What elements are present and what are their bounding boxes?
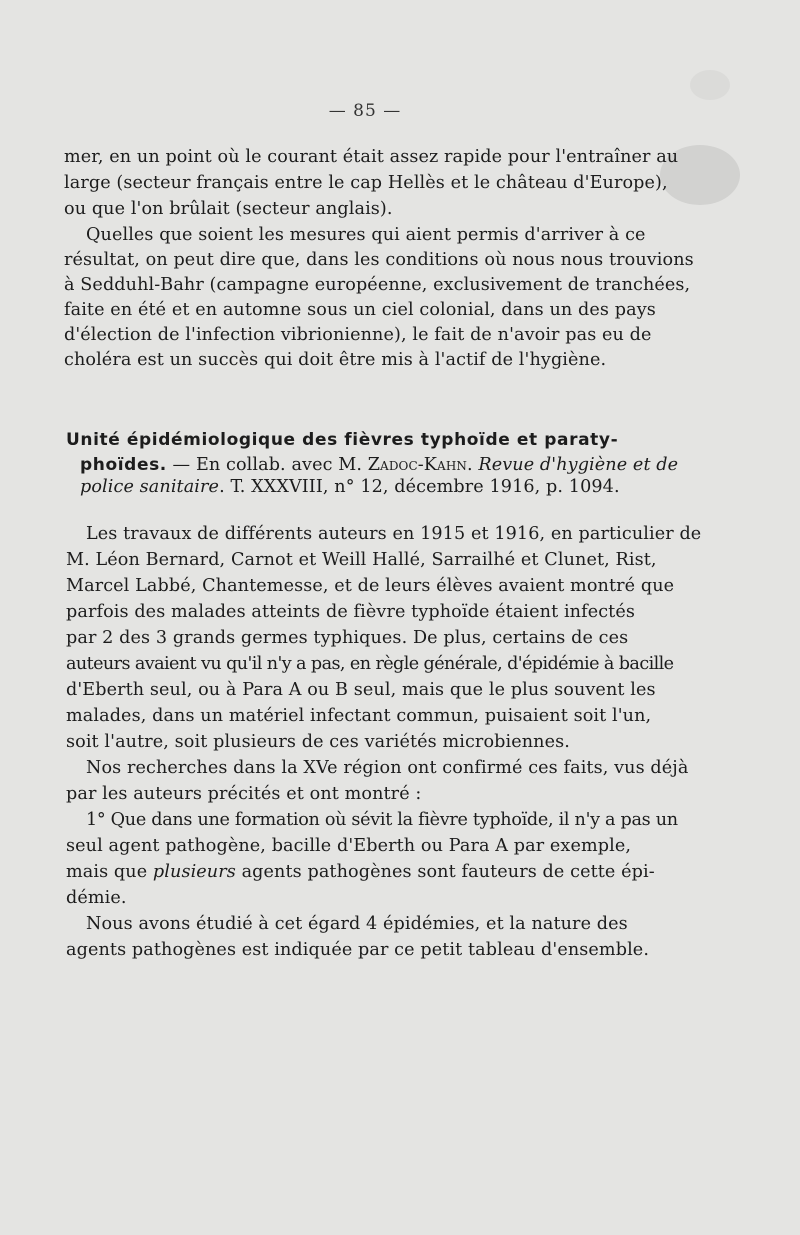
text-line: Marcel Labbé, Chantemesse, et de leurs élèves avaient montré que (66, 576, 675, 596)
text-line: M. Léon Bernard, Carnot et Weill Hallé, Sarrailhé et Clunet, Rist, (66, 550, 657, 570)
text-line: d'Eberth seul, ou à Para A ou B seul, mais que le plus souvent les (66, 680, 656, 700)
text-line: auteurs avaient vu qu'il n'y a pas, en règle générale, d'épidémie à bacille (66, 654, 674, 674)
text-line: Nous avons étudié à cet égard 4 épidémies, et la nature des (86, 914, 628, 934)
reference-details: . T. XXXVIII, n° 12, décembre 1916, p. 1094. (219, 477, 620, 497)
text-line: à Sedduhl-Bahr (campagne européenne, exclusivement de tranchées, (64, 275, 691, 295)
text-line: malades, dans un matériel infectant commun, puisaient soit l'un, (66, 706, 652, 726)
text-line: 1° Que dans une formation où sévit la fièvre typhoïde, il n'y a pas un (86, 810, 678, 830)
emphasis-word: plusieurs (152, 862, 236, 882)
text-line: démie. (66, 888, 127, 908)
page-number: — 85 — (328, 101, 402, 121)
text-line: ou que l'on brûlait (secteur anglais). (64, 199, 393, 219)
text-line: mer, en un point où le courant était assez rapide pour l'entraîner au (64, 147, 679, 167)
reference-line (80, 477, 620, 497)
section-title: Unité épidémiologique des fièvres typhoïde et paraty- (66, 430, 619, 450)
text-segment: mais que (66, 862, 153, 882)
journal-title-continuation: police sanitaire (80, 477, 220, 497)
text-line: choléra est un succès qui doit être mis à l'actif de l'hygiène. (64, 350, 607, 370)
text-line: large (secteur français entre le cap Hellès et le château d'Europe), (64, 173, 668, 193)
text-line: agents pathogènes est indiquée par ce petit tableau d'ensemble. (66, 940, 650, 960)
text-line: soit l'autre, soit plusieurs de ces variétés microbiennes. (66, 732, 570, 752)
text-line: résultat, on peut dire que, dans les conditions où nous nous trouvions (64, 250, 694, 270)
text-line: faite en été et en automne sous un ciel colonial, dans un des pays (64, 300, 656, 320)
text-line: seul agent pathogène, bacille d'Eberth ou Para A par exemple, (66, 836, 632, 856)
collab-prefix: — En collab. avec M. (166, 455, 368, 475)
section-title-continuation: phoïdes. (80, 455, 167, 475)
text-line: Nos recherches dans la XVe région ont confirmé ces faits, vus déjà (86, 758, 689, 778)
ink-stain (690, 70, 730, 100)
text-line: Quelles que soient les mesures qui aient permis d'arriver à ce (86, 225, 646, 245)
journal-title: Revue d'hygiène et de (478, 455, 679, 475)
text-line: parfois des malades atteints de fièvre typhoïde étaient infectés (66, 602, 635, 622)
journal-spacer: . (467, 455, 479, 475)
text-line: par les auteurs précités et ont montré : (66, 784, 422, 804)
text-line (66, 862, 655, 882)
text-line: d'élection de l'infection vibrionienne), le fait de n'avoir pas eu de (64, 325, 652, 345)
text-segment: agents pathogènes sont fauteurs de cette épi- (235, 862, 655, 882)
section-reference (80, 455, 678, 475)
text-line: Les travaux de différents auteurs en 1915 et 1916, en particulier de (86, 524, 702, 544)
text-line: par 2 des 3 grands germes typhiques. De plus, certains de ces (66, 628, 629, 648)
collab-name: Zadoc-Kahn (367, 455, 467, 475)
